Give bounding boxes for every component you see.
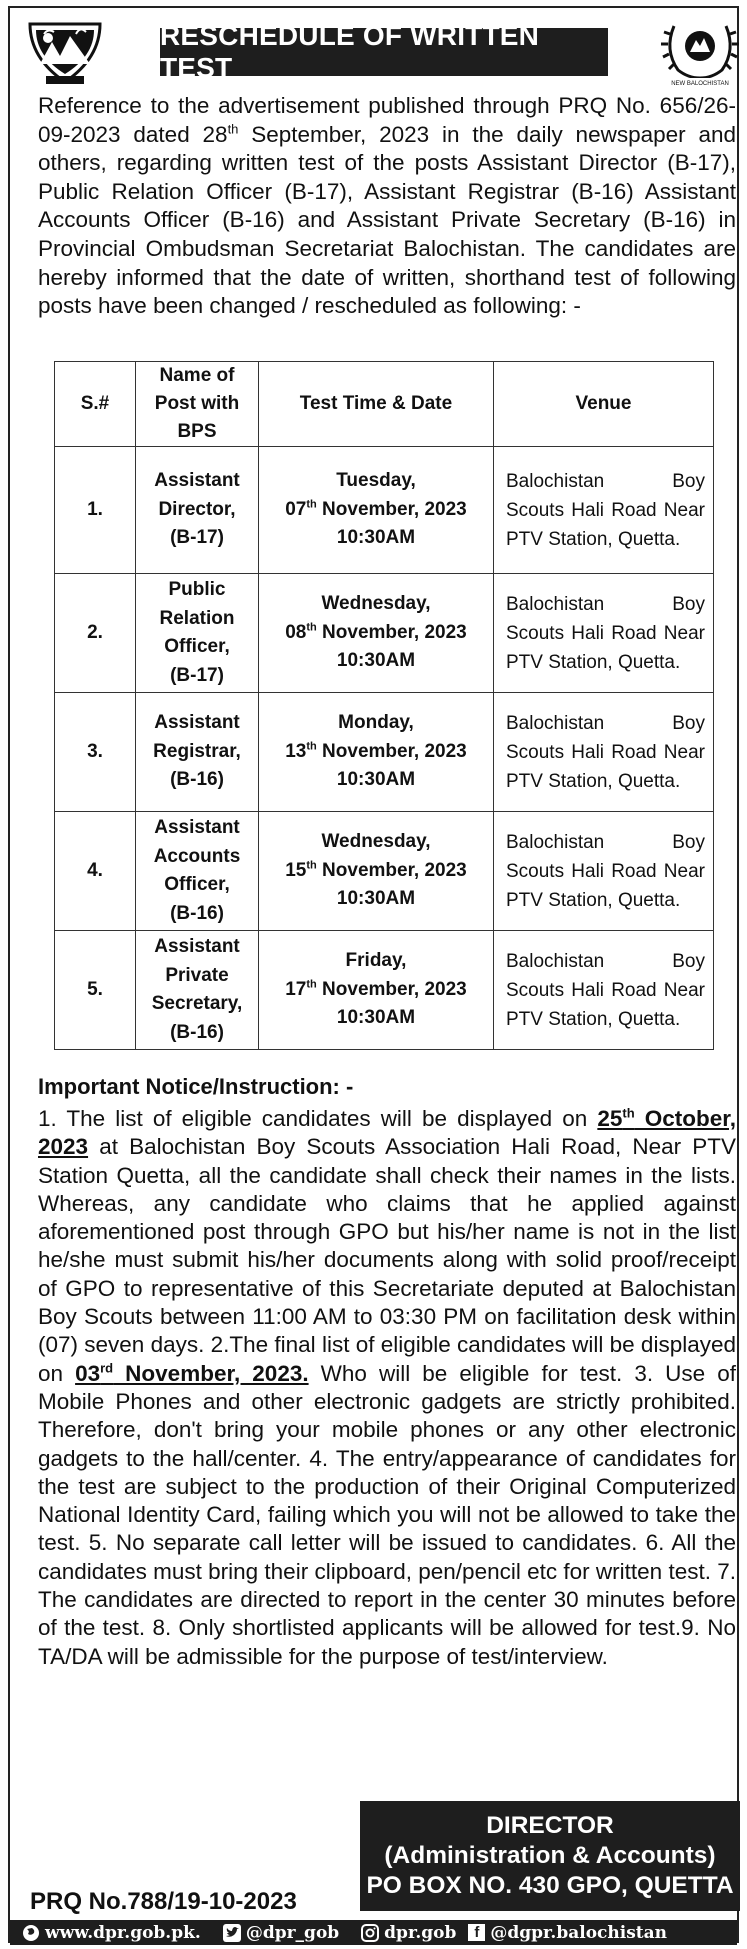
director-address-block	[360, 1801, 740, 1911]
cell-venue: Balochistan Boy Scouts Hali Road Near PTV Station, Quetta.	[494, 447, 714, 574]
cell-post: Assistant Private Secretary, (B-16)	[136, 931, 259, 1050]
new-balochistan-wreath-logo	[660, 14, 740, 90]
header-time-date: Test Time & Date	[259, 362, 494, 447]
facebook-icon: f	[468, 1924, 485, 1941]
schedule-table	[54, 361, 714, 1050]
cell-post: Assistant Director, (B-17)	[136, 447, 259, 574]
director-title: DIRECTOR	[486, 1812, 614, 1839]
cell-sn: 4.	[55, 812, 136, 931]
eligible-list-date: 25th October, 2023	[38, 1105, 737, 1160]
table-header-row	[55, 362, 714, 447]
social-media-bar	[10, 1920, 737, 1945]
cell-post: Public Relation Officer, (B-17)	[136, 574, 259, 693]
logo-caption: NEW BALOCHISTAN	[671, 81, 729, 87]
website-link[interactable]: www.dpr.gob.pk.	[22, 1923, 201, 1943]
advertisement-page	[8, 6, 739, 1943]
cell-time-date: Tuesday, 07th November, 2023 10:30AM	[259, 447, 494, 574]
globe-icon	[22, 1924, 40, 1942]
page-title: RESCHEDULE OF WRITTEN TEST	[160, 28, 608, 76]
cell-time-date: Wednesday, 08th November, 2023 10:30AM	[259, 574, 494, 693]
table-row	[55, 574, 714, 693]
cell-sn: 1.	[55, 447, 136, 574]
notice-paragraph: 1. The list of eligible candidates will be displayed on 25th October, 2023 at Balochistan Boy Scouts Association Hali Road, Near PTV Station Quetta, all the candidate shall check their names in the lists. Whereas, any candidate who claims that he applied against aforementioned post through GPO but his/her name is not in the list he/she must submit his/her documents along with solid proof/receipt of GPO to representative of this Secretariate deputed at Balochistan Boy Scouts between 11:00 AM to 03:30 PM on facilitation desk within (07) seven days. 2.The final list of eligible candidates will be displayed on 03rd November, 2023. Who will be eligible for test. 3. Use of Mobile Phones and other electronic gadgets are strictly prohibited. Therefore, don't bring your mobile phones or any other electronic gadgets to the hall/center. 4. The entry/appearance of candidates for the test are subject to the production of their Original Computerized National Identity Card, failing which you will not be allowed to take the test. 5. No separate call letter will be issued to candidates. 6. All the candidates must bring their clipboard, pen/pencil etc for written test. 7. The candidates are directed to report in the center 30 minutes before of the test. 8. Only shortlisted applicants will be allowed for test.9. No TA/DA will be admissible for the purpose of test/interview.	[38, 1105, 737, 1669]
cell-venue: Balochistan Boy Scouts Hali Road Near PTV Station, Quetta.	[494, 693, 714, 812]
twitter-icon	[223, 1924, 241, 1942]
header-post: Name of Post with BPS	[136, 362, 259, 447]
final-list-date: 03rd November, 2023.	[75, 1360, 309, 1386]
prq-number: PRQ No.788/19-10-2023	[30, 1888, 297, 1915]
director-po-box: PO BOX NO. 430 GPO, QUETTA	[366, 1872, 734, 1899]
balochistan-emblem-logo	[26, 18, 104, 88]
cell-sn: 3.	[55, 693, 136, 812]
intro-paragraph: Reference to the advertisement published through PRQ No. 656/26-09-2023 dated 28th September, 2023 in the daily newspaper and others, regarding written test of the posts Assistant Director (B-17), Public Relation Officer (B-17), Assistant Registrar (B-16) Assistant Accounts Officer (B-16) and Assistant Private Secretary (B-16) in Provincial Ombudsman Secretariat Balochistan. The candidates are hereby informed that the date of written, shorthand test of following posts have been changed / rescheduled as following: -	[38, 93, 736, 319]
director-department: (Administration & Accounts)	[384, 1842, 716, 1869]
instagram-icon	[361, 1924, 379, 1942]
table-row	[55, 812, 714, 931]
cell-post: Assistant Registrar, (B-16)	[136, 693, 259, 812]
table-row	[55, 447, 714, 574]
table-row	[55, 931, 714, 1050]
instagram-link[interactable]: dpr.gob	[361, 1923, 456, 1943]
cell-sn: 2.	[55, 574, 136, 693]
cell-venue: Balochistan Boy Scouts Hali Road Near PTV Station, Quetta.	[494, 574, 714, 693]
header-sn: S.#	[55, 362, 136, 447]
header-venue: Venue	[494, 362, 714, 447]
cell-post: Assistant Accounts Officer, (B-16)	[136, 812, 259, 931]
table-row	[55, 693, 714, 812]
cell-sn: 5.	[55, 931, 136, 1050]
facebook-link[interactable]: f @dgpr.balochistan	[468, 1923, 667, 1943]
cell-time-date: Friday, 17th November, 2023 10:30AM	[259, 931, 494, 1050]
cell-venue: Balochistan Boy Scouts Hali Road Near PTV Station, Quetta.	[494, 812, 714, 931]
cell-venue: Balochistan Boy Scouts Hali Road Near PTV Station, Quetta.	[494, 931, 714, 1050]
cell-time-date: Monday, 13th November, 2023 10:30AM	[259, 693, 494, 812]
cell-time-date: Wednesday, 15th November, 2023 10:30AM	[259, 812, 494, 931]
notice-heading: Important Notice/Instruction: -	[38, 1074, 354, 1099]
twitter-link[interactable]: @dpr_gob	[223, 1923, 339, 1943]
